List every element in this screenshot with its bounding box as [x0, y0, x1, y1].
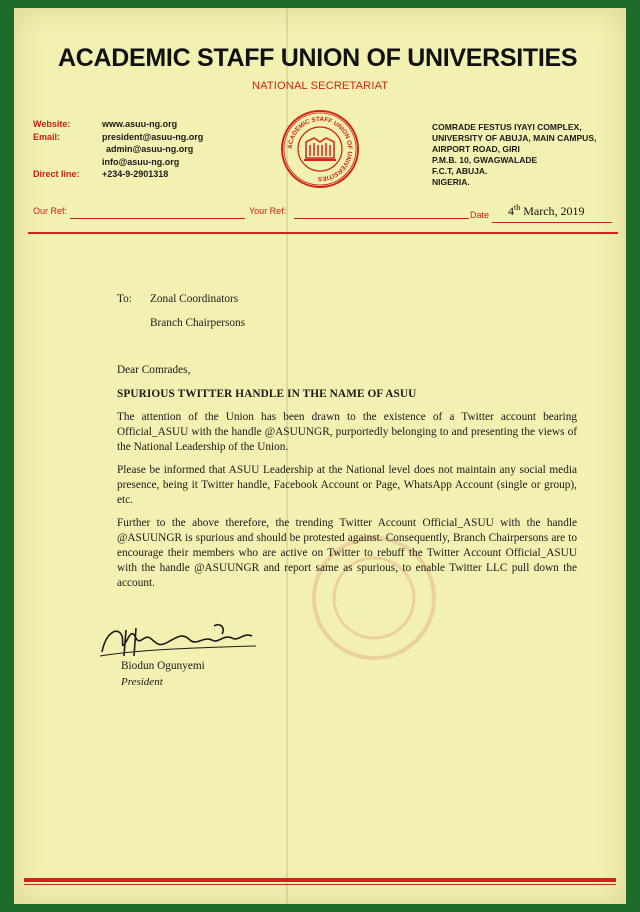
address-line: NIGERIA. [432, 177, 470, 187]
email-label-3 [33, 156, 80, 169]
your-ref-line [294, 218, 469, 219]
date-label: Date [470, 210, 490, 220]
org-title: ACADEMIC STAFF UNION OF UNIVERSITIES [58, 44, 578, 72]
our-ref-line [70, 218, 245, 219]
contact-values [102, 118, 203, 181]
contact-labels [33, 118, 80, 181]
svg-text:ACADEMIC STAFF UNION OF UNIVER [287, 116, 353, 182]
direct-line-value: +234-9-2901318 [102, 169, 169, 179]
to-label: To: [117, 293, 132, 305]
email-president: president@asuu-ng.org [102, 131, 204, 142]
paragraph-3: Further to the above therefore, the trending Twitter Account Official_ASUU with the handle @ASUUNGR is spurious and should be protested against. Consequently, Branch Chairpersons are to encourage their members who are active on Twitter to rebuff the Twitter Account Official_ASUU with the handle @ASUUNGR and report same as spurious, to enable Twitter LLC pull down the account. [117, 517, 577, 589]
email-label-2 [33, 143, 80, 156]
email-admin: admin@asuu-ng.org [106, 144, 194, 154]
date-line [492, 222, 612, 223]
email-label: Email: [33, 131, 61, 142]
email-info: info@asuu-ng.org [102, 156, 180, 167]
header-rule [28, 232, 618, 234]
footer-rule [24, 878, 616, 882]
letter-page [14, 8, 626, 904]
direct-line-label: Direct line: [33, 169, 80, 179]
paragraph-1: The attention of the Union has been drawn to the existence of a Twitter account bearing Official_ASUU with the handle @ASUUNGR, purportedly belonging to and presenting the views of the National Leadership of the Union. [117, 411, 577, 453]
paragraph-2: Please be informed that ASUU Leadership at the National level does not maintain any social media presence, being it Twitter handle, Facebook Account or Page, WhatsApp Account (single or group), etc. [117, 464, 577, 506]
seal-text: ACADEMIC STAFF UNION OF UNIVERSITIES [286, 115, 354, 183]
our-ref-label: Our Ref: [33, 206, 68, 216]
address-line: AIRPORT ROAD, GIRI [432, 144, 520, 154]
union-seal-icon [280, 108, 360, 190]
address-line: COMRADE FESTUS IYAYI COMPLEX, [432, 122, 582, 132]
address-line: P.M.B. 10, GWAGWALADE [432, 155, 538, 165]
footer-rule-thin [24, 884, 616, 885]
letter-heading: SPURIOUS TWITTER HANDLE IN THE NAME OF ASUU [117, 388, 417, 400]
recipient-branch: Branch Chairpersons [150, 317, 246, 329]
address-block [432, 122, 596, 188]
signer-name: Biodun Ogunyemi [121, 660, 205, 672]
address-line: F.C.T, ABUJA. [432, 166, 488, 176]
website-value: www.asuu-ng.org [102, 119, 178, 129]
signer-role: President [121, 676, 163, 688]
salutation: Dear Comrades, [117, 364, 191, 376]
letter-date: 4th March, 2019 [508, 203, 585, 218]
address-line: UNIVERSITY OF ABUJA, MAIN CAMPUS, [432, 133, 597, 143]
website-label: Website: [33, 119, 71, 129]
signature-icon [96, 612, 276, 664]
recipient-zonal: Zonal Coordinators [150, 293, 239, 305]
your-ref-label: Your Ref: [249, 206, 287, 216]
org-subtitle: NATIONAL SECRETARIAT [252, 80, 389, 92]
